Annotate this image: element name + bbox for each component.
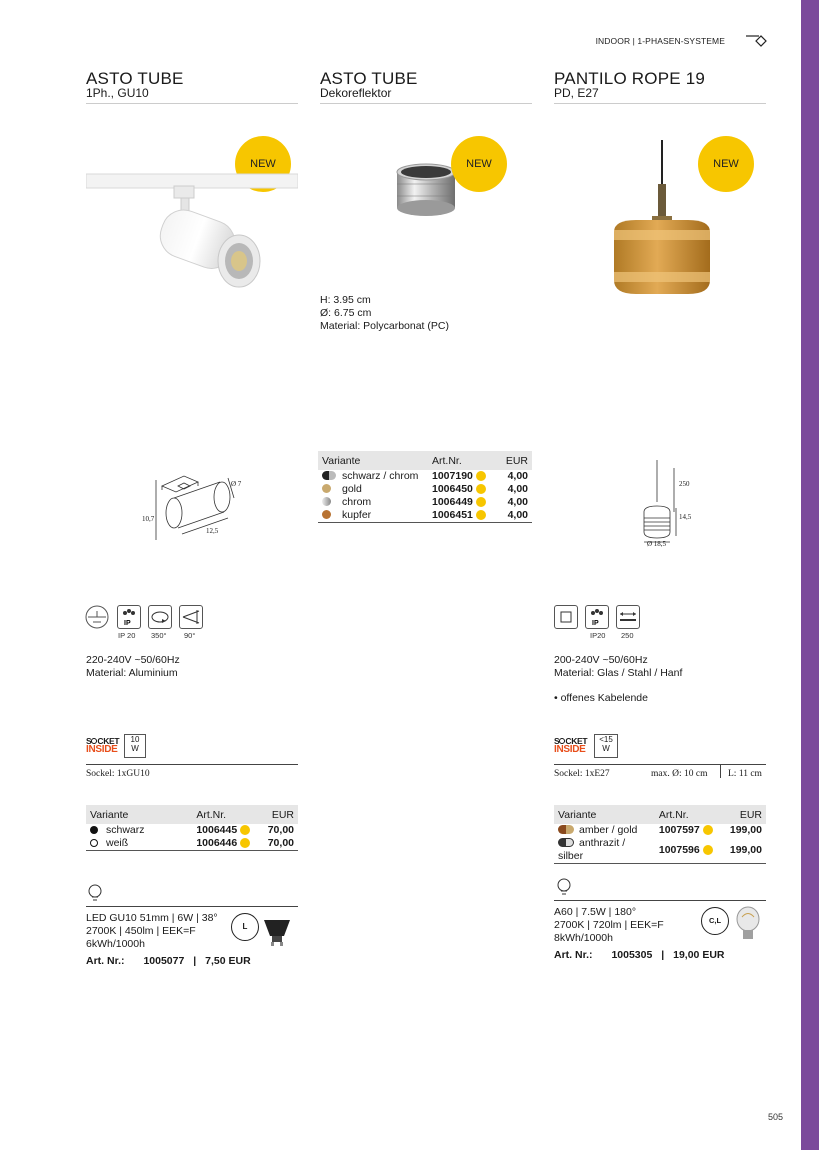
dim-cable: 250 — [679, 480, 690, 488]
lamp-divider — [554, 900, 766, 901]
swatch-copper — [322, 510, 331, 519]
table-row: anthrazit / silber 1007596 199,00 — [554, 837, 766, 864]
a60-lamp-image — [733, 906, 763, 942]
height-spec: H: 3.95 cm — [320, 294, 371, 306]
sockel-spec: Sockel: 1xE27 — [554, 769, 610, 779]
product-title: ASTO TUBE — [86, 69, 184, 88]
table-row: kupfer 1006451 4,00 — [318, 509, 532, 523]
swatch-chrome — [322, 497, 331, 506]
material-spec: Material: Polycarbonat (PC) — [320, 320, 449, 332]
rotation-label: 350° — [151, 631, 167, 640]
max-wattage-box: 10 W — [124, 734, 146, 758]
lamp-spec-1: LED GU10 51mm | 6W | 38° — [86, 912, 218, 924]
status-dot — [476, 497, 486, 507]
dimmable-icon: C,L — [701, 907, 729, 935]
ip-label: IP 20 — [118, 631, 136, 640]
new-badge: NEW — [235, 136, 291, 192]
table-header: Variante Art.Nr. EUR — [554, 805, 766, 824]
socket-divider — [554, 764, 766, 765]
lamp-spec-1: A60 | 7.5W | 180° — [554, 906, 637, 918]
status-dot — [240, 838, 250, 848]
lamp-spec-2: 2700K | 720lm | EEK=F — [554, 919, 664, 931]
status-dot — [476, 471, 486, 481]
dim-width: 12,5 — [206, 527, 219, 535]
material-spec: Material: Glas / Stahl / Hanf — [554, 667, 683, 679]
rotation-icon — [148, 605, 172, 629]
lamp-article: Art. Nr.: 1005077 | 7,50 EUR — [86, 955, 251, 967]
status-dot — [240, 825, 250, 835]
product-subtitle: 1Ph., GU10 — [86, 86, 149, 100]
material-spec: Material: Aluminium — [86, 667, 178, 679]
product-asto-tube-reflector — [320, 70, 532, 104]
gu10-lamp-image — [260, 916, 296, 948]
table-row: schwarz 1006445 70,00 — [86, 824, 298, 837]
new-badge: NEW — [698, 136, 754, 192]
table-row: weiß 1006446 70,00 — [86, 837, 298, 851]
socket-divider — [86, 764, 298, 765]
bulb-icon — [88, 884, 102, 902]
track-rail-icon — [745, 32, 769, 48]
product-title: PANTILO ROPE 19 — [554, 69, 706, 88]
ip-rating-icon — [117, 605, 141, 629]
ip-label: IP20 — [590, 631, 606, 640]
variant-table — [318, 451, 532, 523]
category-header: INDOOR | 1-PHASEN-SYSTEME — [595, 36, 725, 46]
dim-height: 10,7 — [142, 515, 155, 523]
product-subtitle: PD, E27 — [554, 86, 599, 100]
new-badge: NEW — [451, 136, 507, 192]
status-dot — [476, 510, 486, 520]
product-asto-tube-track — [86, 70, 298, 104]
tilt-icon — [179, 605, 203, 629]
tilt-label: 90° — [184, 631, 196, 640]
swatch-amber-gold — [558, 825, 574, 834]
socket-inside-logo: S CKET INSIDE — [86, 736, 120, 755]
status-dot — [703, 845, 713, 855]
product-image-reflector — [393, 160, 459, 220]
page-number: 505 — [768, 1112, 784, 1122]
max-diameter-spec: max. Ø: 10 cm — [651, 769, 708, 779]
ip-rating-icon — [585, 605, 609, 629]
dim-diameter: Ø 7 — [231, 480, 242, 488]
dim-diameter: Ø 18,5 — [647, 540, 667, 548]
variant-table — [86, 805, 298, 851]
lamp-divider — [86, 906, 298, 907]
swatch-gold — [322, 484, 331, 493]
status-dot — [476, 484, 486, 494]
product-image-pendant — [606, 140, 716, 300]
title-divider — [320, 103, 532, 104]
spec-separator — [720, 764, 721, 778]
svg-text:IP: IP — [592, 620, 599, 627]
table-row: schwarz / chrom 1007190 4,00 — [318, 470, 532, 483]
swatch-black-chrome — [322, 471, 336, 480]
lamp-article: Art. Nr.: 1005305 | 19,00 EUR — [554, 949, 725, 961]
lamp-spec-3: 8kWh/1000h — [554, 932, 613, 944]
swatch-white — [90, 839, 98, 847]
product-title: ASTO TUBE — [320, 69, 418, 88]
product-pantilo-rope — [554, 70, 766, 104]
product-image-spotlight — [86, 168, 298, 298]
socket-inside-logo: S CKET INSIDE — [554, 736, 588, 755]
table-row: amber / gold 1007597 199,00 — [554, 824, 766, 837]
lamp-spec-2: 2700K | 450lm | EEK=F — [86, 925, 196, 937]
sockel-spec: Sockel: 1xGU10 — [86, 769, 150, 779]
bulb-icon — [557, 878, 571, 896]
table-header: Variante Art.Nr. EUR — [86, 805, 298, 824]
diameter-spec: Ø: 6.75 cm — [320, 307, 372, 319]
lamp-spec-3: 6kWh/1000h — [86, 938, 145, 950]
max-wattage-box: <15 W — [594, 734, 618, 758]
title-divider — [554, 103, 766, 104]
voltage-spec: 220-240V ~50/60Hz — [86, 654, 180, 666]
class-icon — [554, 605, 578, 629]
mounting-track-icon — [85, 605, 109, 629]
voltage-spec: 200-240V ~50/60Hz — [554, 654, 648, 666]
cable-label: 250 — [621, 631, 634, 640]
table-row: chrom 1006449 4,00 — [318, 496, 532, 509]
svg-text:IP: IP — [124, 620, 131, 627]
dimension-drawing — [630, 456, 690, 546]
product-subtitle: Dekoreflektor — [320, 86, 392, 100]
title-divider — [86, 103, 298, 104]
table-row: gold 1006450 4,00 — [318, 483, 532, 496]
variant-table — [554, 805, 766, 864]
chapter-side-bar — [801, 0, 819, 1150]
length-spec: L: 11 cm — [728, 769, 762, 779]
cable-length-icon — [616, 605, 640, 629]
table-header: Variante Art.Nr. EUR — [318, 451, 532, 470]
dimmable-icon: L — [231, 913, 259, 941]
swatch-anthracite-silver — [558, 838, 574, 847]
dim-height: 14,5 — [679, 513, 692, 521]
feature-bullet: • offenes Kabelende — [554, 692, 648, 704]
status-dot — [703, 825, 713, 835]
swatch-black — [90, 826, 98, 834]
